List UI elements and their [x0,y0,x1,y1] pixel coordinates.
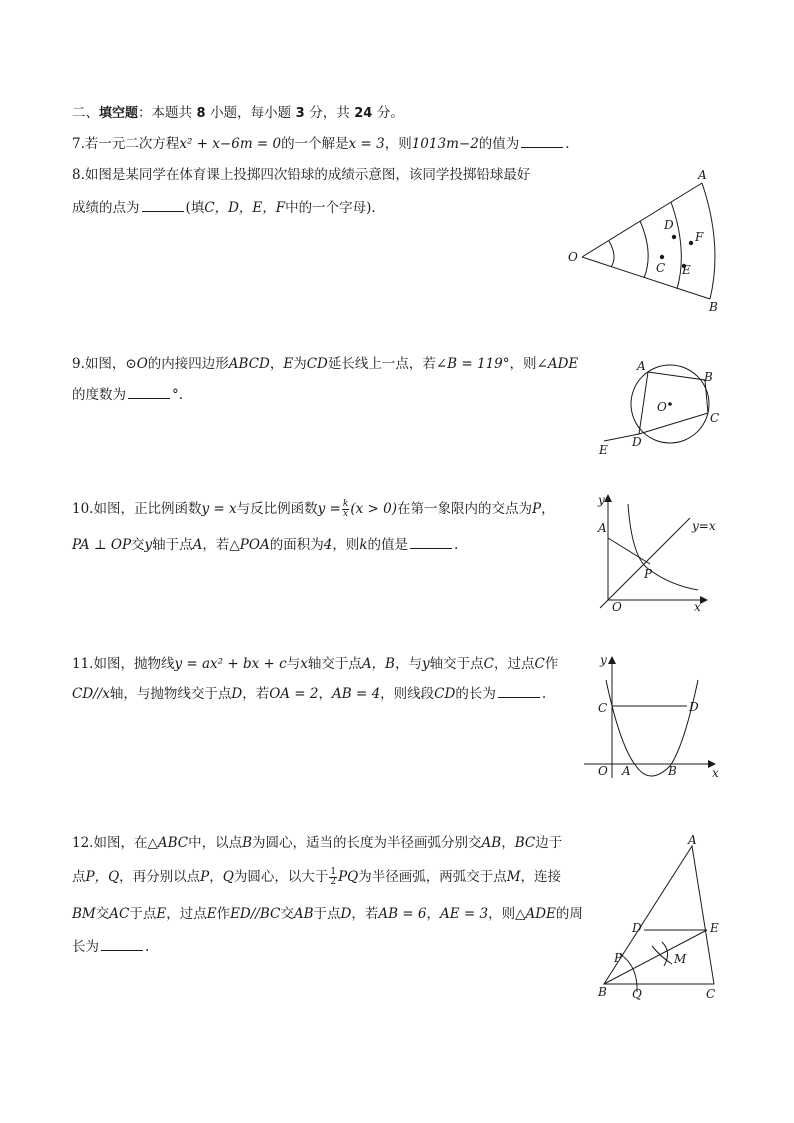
question-10-line2 [72,536,458,554]
question-number: 8. [72,167,85,183]
math-expr: CD [306,356,328,372]
label-C: C [710,411,720,425]
q-text: ，与 [394,656,422,672]
q-text: ， [269,356,284,372]
label-B: B [704,370,713,384]
q-text: 的内接四边形 [147,356,229,372]
math-expr: y = ax² + bx + c [174,656,287,672]
arc-3 [671,202,681,289]
math-expr: P [200,869,210,885]
math-expr: AB [293,906,314,922]
label-B: B [668,764,677,778]
parabola-curve [606,680,698,776]
question-10-line1 [72,500,555,519]
q-text: 的周 [555,906,583,922]
answer-blank[interactable] [498,685,540,698]
question-number: 11. [72,656,94,672]
point-D [672,235,676,239]
q-text: ，则线段 [380,686,435,702]
label-O: O [598,764,608,778]
label-y-axis: y [600,653,607,667]
q-text: 的值为 [478,136,520,152]
math-expr: y [421,656,430,672]
question-number: 7. [72,136,85,152]
math-expr: A，B [361,656,395,672]
label-F: F [695,230,704,244]
math-expr: D [340,906,352,922]
q-text: . [541,686,547,702]
label-B: B [598,985,607,999]
ray-OA [582,183,702,257]
q-text: 的值是 [367,537,408,553]
section-count: 8 [192,106,211,121]
math-expr: CD [434,686,456,702]
q-text: 于点 [129,906,157,922]
q-text: 与 [286,656,301,672]
math-expr: AB [481,835,502,851]
math-expr: AC [109,906,130,922]
question-number: 9. [72,356,85,372]
section-points: 3 [291,106,310,121]
q-text: ， [318,686,333,702]
q-text: 的面积为 [269,537,324,553]
q-text: 边于 [535,835,563,851]
fraction-k-over-x [342,500,349,519]
point-C [660,255,664,259]
label-B: B [709,300,718,314]
label-E: E [682,263,691,277]
question-12-line2 [72,868,561,887]
arc-center-P [662,942,668,966]
q-text: 如图，正比例函数 [93,501,202,517]
label-D: D [632,435,642,449]
triangle-construction-figure [592,832,732,1004]
q-text: 的长为 [455,686,496,702]
q-text: ，则 [332,537,360,553]
section-desc: 分。 [376,105,404,121]
math-expr: ∠ADE [536,356,579,372]
q-text: 中的一个字母). [285,200,376,216]
question-number: 10. [72,501,94,517]
q-text: ， [426,906,440,922]
math-expr: x [300,656,308,672]
arc-2 [640,221,648,278]
frac-num: 1 [330,867,337,877]
section-number: 二、 [72,105,99,121]
label-E: E [710,921,719,935]
q-text: 的度数为 [72,387,126,403]
parabola-figure [582,650,727,782]
answer-blank[interactable] [101,938,143,951]
q-text: ，过点 [166,906,207,922]
quad-ABCD [639,372,708,434]
math-expr: (x > 0) [350,501,397,517]
q-text: ， [501,835,515,851]
q-text: 成绩的点为 [72,200,140,216]
q-text: ， [209,869,223,885]
math-expr: △ADE [515,906,556,922]
label-A: A [688,833,697,847]
q-text: 交 [95,906,110,922]
arc-1 [609,241,614,267]
math-expr: PA ⊥ OP [72,537,132,553]
label-Q: Q [632,987,642,1001]
arc-center-Q [652,946,672,964]
math-expr: C [534,656,545,672]
q-text: 为半径画弧，两弧交于点 [358,869,507,885]
math-expr: E [156,906,167,922]
math-expr: AB = 4 [332,686,381,702]
section-total: 24 [349,106,377,121]
question-12-line1 [72,834,562,852]
label-D: D [632,921,642,935]
frac-num: k [342,499,349,509]
label-C: C [706,987,716,1001]
label-A: A [698,168,707,182]
q-text: 轴交于点 [307,656,362,672]
q-text: ，若 [202,537,230,553]
q-text: 在第一象限内的交点为 [396,501,532,517]
hyperbola [628,504,698,590]
answer-blank[interactable] [521,135,563,148]
answer-blank[interactable] [128,386,170,399]
math-expr: y [144,537,153,553]
math-expr: k [359,537,368,553]
math-expr: OA = 2 [269,686,319,702]
math-expr: O [136,356,148,372]
question-12-line3 [72,905,583,923]
math-expr: y = [317,501,341,517]
q-text: ，则 [488,906,516,922]
math-expr: E [206,906,217,922]
label-y-axis: y [598,493,605,507]
frac-den: x [343,509,349,519]
math-expr: PQ [338,869,359,885]
x-axis-arrow [700,596,708,604]
circle-quadrilateral-figure [596,356,726,456]
math-expr: AB = 6 [378,906,427,922]
q-text: . [454,537,459,553]
label-D: D [664,218,674,232]
q-text: ，则 [384,136,412,152]
math-expr: ABCD [228,356,270,372]
label-O: O [568,250,578,264]
math-expr: y = x [201,501,237,517]
q-text: ，连接 [520,869,562,885]
label-y-equals-x: y=x [692,519,716,533]
label-C: C [656,261,666,275]
q-text: . [145,939,150,955]
math-expr: C，D，E，F [204,200,286,216]
question-7 [72,135,570,153]
question-9-line1 [72,355,578,373]
q-text: 中，以点 [188,835,243,851]
question-number: 12. [72,835,94,851]
q-text: 轴交于点 [429,656,484,672]
math-expr: P [531,501,542,517]
arc-4 [702,183,715,299]
point-F [689,241,693,245]
math-expr: △ABC [147,835,189,851]
q-text: 延长线上一点，若 [327,356,436,372]
math-expr: AE = 3 [440,906,489,922]
q-text: 于点 [313,906,341,922]
math-expr: P，Q [85,869,120,885]
circle-symbol: ⊙ [125,356,137,372]
label-A: A [637,359,646,373]
question-11-line2 [72,685,546,703]
function-graph-figure [590,490,730,615]
math-expr: CD//x [72,686,110,702]
q-text: . [565,136,570,152]
math-expr: C [483,656,494,672]
label-x-axis: x [712,766,719,780]
section-header [72,104,404,123]
label-P: P [614,951,623,965]
label-A: A [622,764,631,778]
q-text: 轴于点 [152,537,193,553]
answer-blank[interactable] [142,199,184,212]
q-text: 若一元二次方程 [84,136,180,152]
math-expr: M [506,869,521,885]
q-text: (填 [185,200,205,216]
math-expr: BC [514,835,536,851]
q-text: 长为 [72,939,99,955]
q-text: 交 [131,537,145,553]
q-text: 作 [544,656,559,672]
math-expr: △POA [229,537,270,553]
math-expr: ED//BC [230,906,281,922]
q-text: 如图，在 [93,835,148,851]
label-C: C [598,701,608,715]
label-D: D [689,700,699,714]
label-E: E [599,443,608,457]
math-expr: Q [222,869,234,885]
math-expr: D [231,686,243,702]
math-expr: x² + x−6m = 0 [179,136,282,152]
math-expr: E [283,356,294,372]
segment-PA [608,538,650,564]
question-11-line1 [72,655,558,673]
math-expr: BM [72,906,96,922]
label-P: P [644,567,653,581]
q-text: 交 [280,906,294,922]
q-text: °. [172,387,184,403]
q-text: ，若 [351,906,379,922]
q-text: 如图， [84,356,126,372]
line-y-equals-x [600,518,690,608]
question-9-line2 [72,386,183,404]
math-expr: B [242,835,253,851]
q-text: 为 [293,356,307,372]
q-text: 如图，抛物线 [93,656,175,672]
label-M: M [674,952,687,966]
q-text: 作 [216,906,231,922]
question-12-line4 [72,938,149,956]
q-text: 为圆心，以大于 [233,869,329,885]
label-O: O [612,600,622,614]
math-expr: 1013m−2 [411,136,479,152]
fraction-one-half [329,868,337,887]
y-axis-arrow [608,656,616,664]
question-8-line2 [72,199,376,217]
q-text: ，则 [509,356,537,372]
shotput-sector-figure [560,165,730,315]
math-expr: ∠B = 119° [435,356,510,372]
q-text: 与反比例函数 [236,501,318,517]
q-text: 轴，与抛物线交于点 [109,686,232,702]
section-desc: 小题，每小题 [210,105,292,121]
y-axis-arrow [604,494,612,502]
q-text: ，若 [242,686,270,702]
q-text: 如图是某同学在体育课上投掷四次铅球的成绩示意图，该同学投掷铅球最好 [84,167,531,183]
math-expr: 4 [323,537,333,553]
label-x-axis: x [694,600,701,614]
label-A: A [598,521,607,535]
answer-blank[interactable] [410,536,452,549]
center-O [668,402,672,406]
section-desc: 分，共 [309,105,350,121]
q-text: ， [541,501,555,517]
label-O: O [657,400,667,414]
q-text: ，过点 [493,656,535,672]
question-8-line1 [72,166,530,184]
math-expr: A [192,537,203,553]
frac-den: 2 [330,877,337,887]
q-text: ，再分别以点 [119,869,201,885]
q-text: 为圆心，适当的长度为半径画弧分别交 [252,835,482,851]
section-desc: ：本题共 [138,105,193,121]
ray-OB [582,257,710,299]
q-text: 的一个解是 [281,136,349,152]
section-title: 填空题 [99,106,139,121]
q-text: 点 [72,869,86,885]
math-expr: x = 3 [348,136,385,152]
